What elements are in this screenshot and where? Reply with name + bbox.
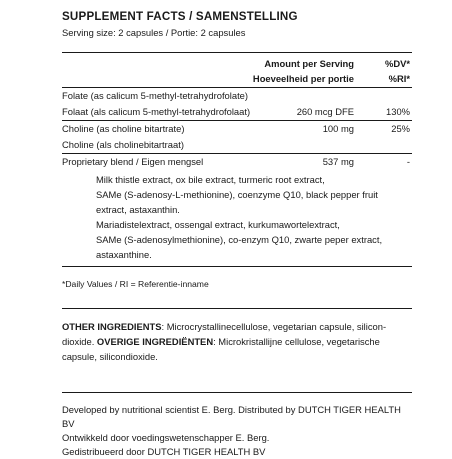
table-row <box>62 121 412 137</box>
row-amount: 537 mg <box>322 156 354 167</box>
ingredients-text-en: : Microcrystallinecellulose, vegetarian capsule, silicon-dioxide. <box>62 321 387 347</box>
blend-line: SAMe (S-adenosy-L-methionine), coenzyme Q10, black pepper fruit <box>96 189 378 200</box>
header-amount-nl: Hoeveelheid per portie <box>252 73 354 84</box>
header-dv-en: %DV* <box>384 58 410 69</box>
table-row <box>62 154 412 170</box>
serving-size: Serving size: 2 capsules / Portie: 2 capsules <box>62 27 246 38</box>
developer-line: Gedistribueerd door DUTCH TIGER HEALTH BV <box>62 446 266 457</box>
row-name: Folate (as calicum 5-methyl-tetrahydrofolate) <box>62 90 249 101</box>
ingredients-label-nl: OVERIGE INGREDIËNTEN <box>96 336 214 347</box>
row-name: Choline (as choline bitartrate) <box>62 123 185 134</box>
blend-line: Mariadistelextract, ossengal extract, kurkumawortelextract, <box>96 219 340 230</box>
facts-header <box>62 53 412 88</box>
header-dv-nl: %RI* <box>388 73 410 84</box>
page-title: SUPPLEMENT FACTS / SAMENSTELLING <box>62 10 298 23</box>
table-row <box>62 88 412 104</box>
ingredients-text-nl: : Microkristallijne cellulose, vegetarische capsule, silicondioxide. <box>62 336 380 362</box>
blend-line: astaxanthine. <box>96 249 152 260</box>
other-ingredients <box>62 308 412 364</box>
row-amount: 100 mg <box>322 123 354 134</box>
header-amount-en: Amount per Serving <box>264 58 354 69</box>
row-dv: 130% <box>386 106 410 117</box>
developer-info <box>62 392 412 459</box>
facts-table <box>62 52 412 267</box>
supplement-facts-label <box>62 10 412 459</box>
row-name: Folaat (als calicum 5-methyl-tetrahydrofolaat) <box>62 106 251 117</box>
row-name: Proprietary blend / Eigen mengsel <box>62 156 204 167</box>
developer-line: Ontwikkeld door voedingswetenschapper E. Berg. <box>62 432 270 443</box>
blend-line: Milk thistle extract, ox bile extract, turmeric root extract, <box>96 174 325 185</box>
row-name: Choline (als cholinebitartraat) <box>62 139 184 150</box>
blend-ingredients <box>62 170 412 267</box>
table-row <box>62 137 412 154</box>
row-amount: 260 mcg DFE <box>296 106 354 117</box>
footnote: *Daily Values / RI = Referentie-inname <box>62 279 209 289</box>
ingredients-label-en: OTHER INGREDIENTS <box>62 321 162 332</box>
blend-line: SAMe (S-adenosylmethionine), co-enzym Q10, zwarte peper extract, <box>96 234 383 245</box>
blend-line: extract, astaxanthin. <box>96 204 180 215</box>
row-dv: 25% <box>391 123 410 134</box>
row-dv: - <box>406 156 410 167</box>
table-row <box>62 104 412 121</box>
developer-line: Developed by nutritional scientist E. Berg. Distributed by DUTCH TIGER HEALTH BV <box>62 404 401 429</box>
